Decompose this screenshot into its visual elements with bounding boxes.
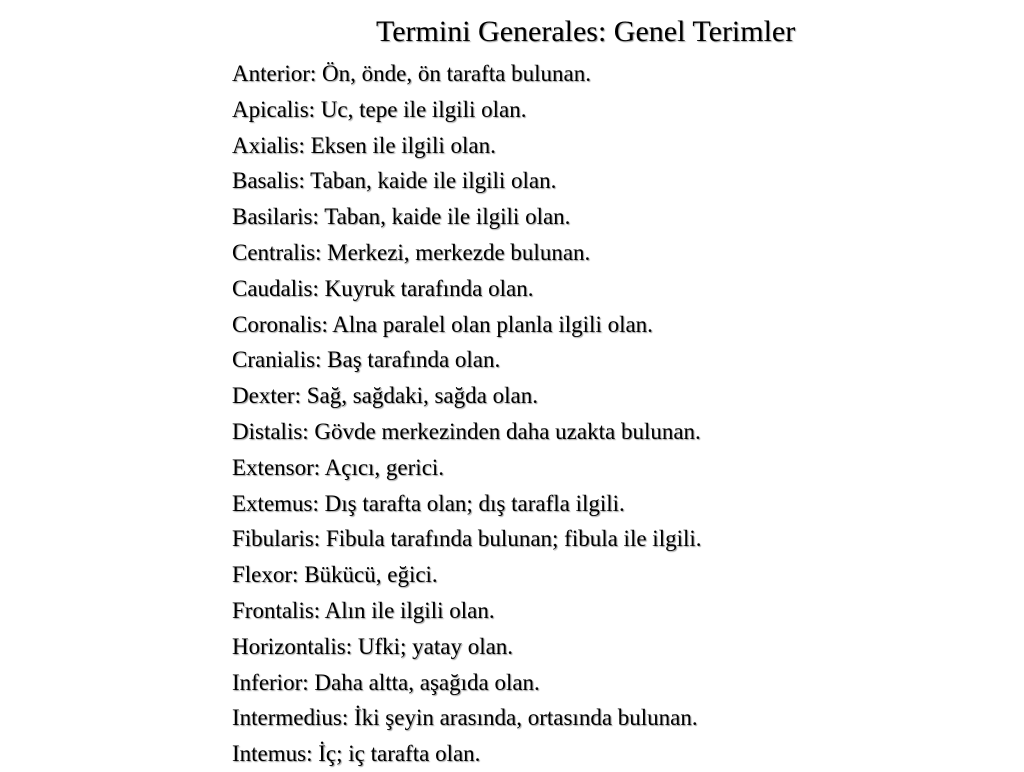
term-fibularis: Fibularis: Fibula tarafında bulunan; fibula ile ilgili.: [232, 526, 702, 552]
term-basilaris: Basilaris: Taban, kaide ile ilgili olan.: [232, 204, 571, 230]
term-coronalis: Coronalis: Alna paralel olan planla ilgili olan.: [232, 311, 653, 337]
term-frontalis: Frontalis: Alın ile ilgili olan.: [232, 597, 495, 623]
term-dexter: Dexter: Sağ, sağdaki, sağda olan.: [232, 383, 538, 409]
term-flexor: Flexor: Bükücü, eğici.: [232, 562, 438, 588]
terms-list: [232, 56, 702, 772]
term-basalis: Basalis: Taban, kaide ile ilgili olan.: [232, 168, 557, 194]
term-cranialis: Cranialis: Baş tarafında olan.: [232, 347, 501, 373]
term-intermedius: Intermedius: İki şeyin arasında, ortasında bulunan.: [232, 705, 698, 731]
term-centralis: Centralis: Merkezi, merkezde bulunan.: [232, 239, 591, 265]
term-extemus: Extemus: Dış tarafta olan; dış tarafla ilgili.: [232, 490, 625, 516]
term-apicalis: Apicalis: Uc, tepe ile ilgili olan.: [232, 96, 527, 122]
term-extensor: Extensor: Açıcı, gerici.: [232, 454, 445, 480]
term-anterior: Anterior: Ön, önde, ön tarafta bulunan.: [232, 61, 591, 86]
term-caudalis: Caudalis: Kuyruk tarafında olan.: [232, 275, 534, 301]
term-distalis: Distalis: Gövde merkezinden daha uzakta bulunan.: [232, 418, 701, 444]
term-inferior: Inferior: Daha altta, aşağıda olan.: [232, 669, 540, 695]
slide-title: Termini Generales: Genel Terimler: [376, 15, 796, 48]
term-horizontalis: Horizontalis: Ufki; yatay olan.: [232, 633, 514, 659]
term-intemus: Intemus: İç; iç tarafta olan.: [232, 741, 481, 767]
term-axialis: Axialis: Eksen ile ilgili olan.: [232, 132, 496, 158]
